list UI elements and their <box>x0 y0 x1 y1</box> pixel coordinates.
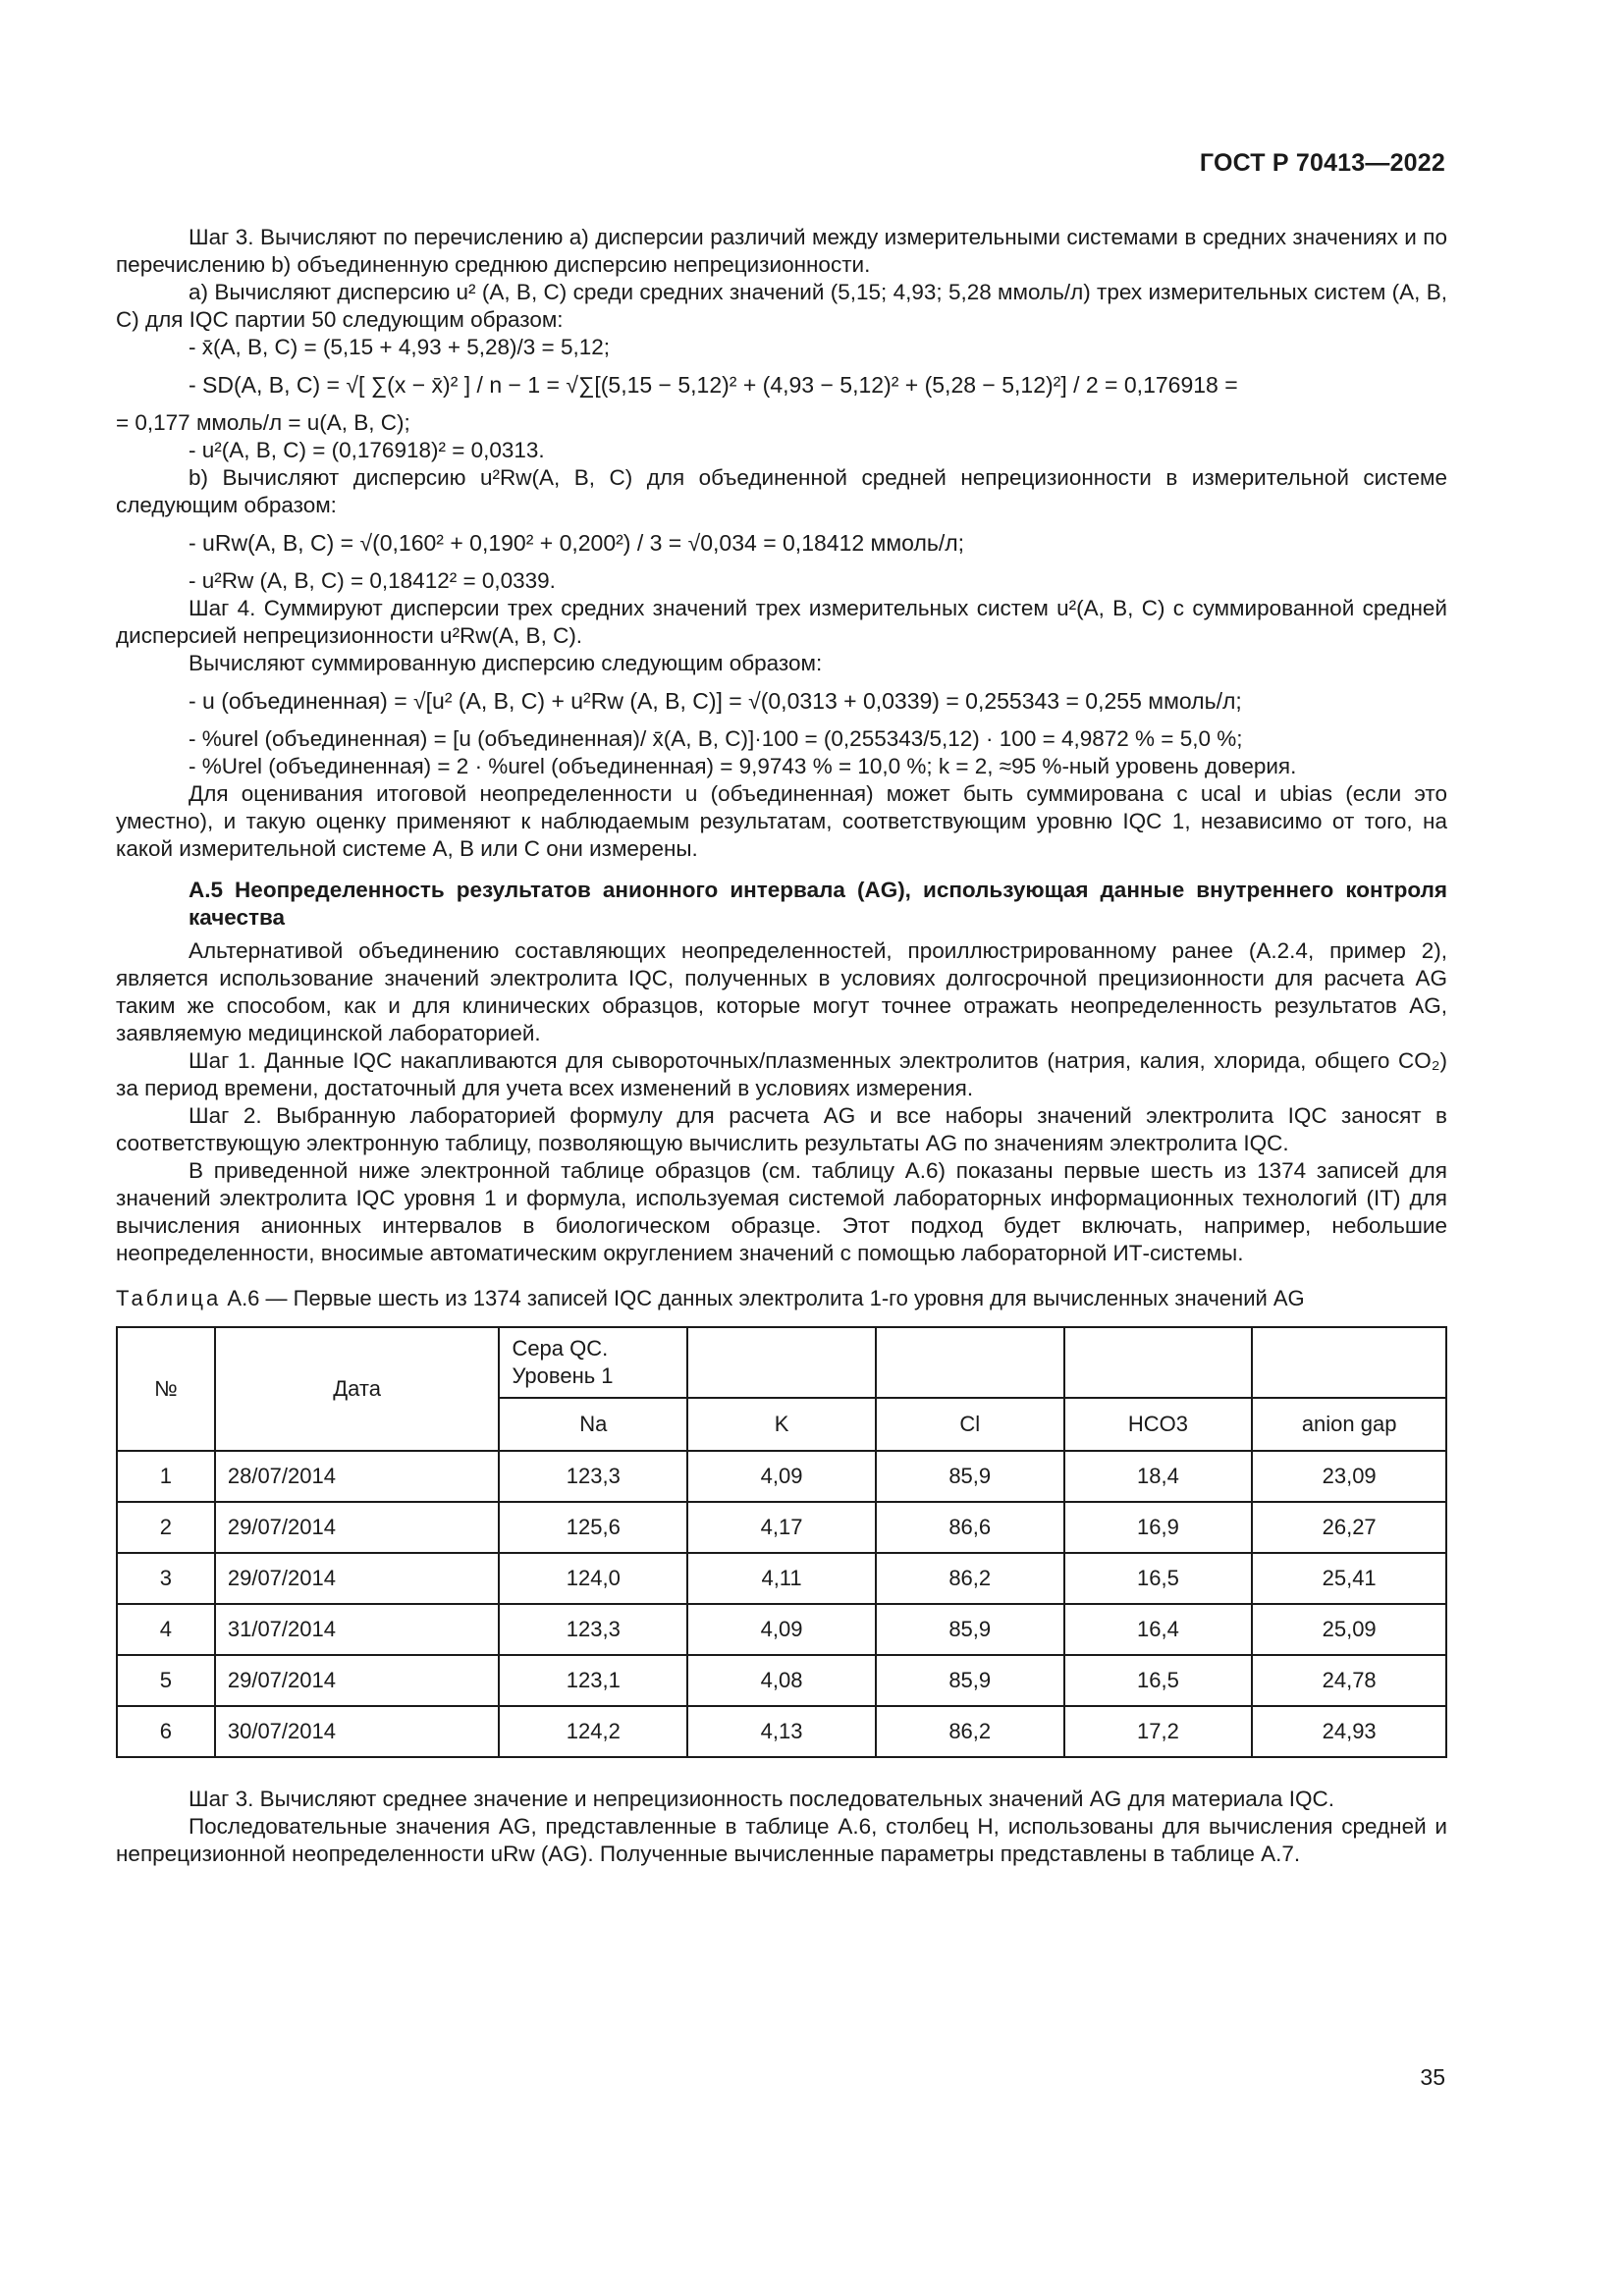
header-empty-cell <box>1252 1327 1446 1398</box>
cell-no: 5 <box>117 1655 215 1706</box>
cell-date: 30/07/2014 <box>215 1706 500 1757</box>
Urel-formula: - %Urel (объединенная) = 2 · %urel (объединенная) = 9,9743 % = 10,0 %; k = 2, ≈95 %-ный уровень доверия. <box>189 754 1297 778</box>
final-paragraph: Для оценивания итоговой неопределенности u (объединенная) может быть суммирована с ucal и ubias (если это уместно), и такую оценку применяют к наблюдаемым результатам, соответствующим уровню IQC 1, независимо от того, на какой измерительной системе А, В или С они измерены. <box>116 781 1447 861</box>
cell-k: 4,09 <box>687 1451 876 1502</box>
col-header-na: Na <box>499 1398 687 1451</box>
cell-no: 3 <box>117 1553 215 1604</box>
col-header-anion-gap: anion gap <box>1252 1398 1446 1451</box>
urel-formula: - %urel (объединенная) = [u (объединенная)/ x̄(A, B, C)]·100 = (0,255343/5,12) · 100 = 4,9872 % = 5,0 %; <box>189 726 1243 751</box>
col-header-no: № <box>117 1327 215 1451</box>
document-id: ГОСТ Р 70413—2022 <box>1199 149 1445 177</box>
urw-formula-line <box>116 529 1447 558</box>
step3-intro: Шаг 3. Вычисляют по перечислению а) дисперсии различий между измерительными системами в средних значениях и по перечислению b) объединенную среднюю дисперсию непрецизионности. <box>116 225 1447 277</box>
cell-anion-gap: 26,27 <box>1252 1502 1446 1553</box>
cell-k: 4,11 <box>687 1553 876 1604</box>
cell-cl: 86,6 <box>876 1502 1064 1553</box>
cell-hco3: 16,5 <box>1064 1553 1253 1604</box>
sd-formula-line <box>116 371 1447 400</box>
cell-k: 4,08 <box>687 1655 876 1706</box>
cell-date: 31/07/2014 <box>215 1604 500 1655</box>
cell-no: 2 <box>117 1502 215 1553</box>
header-empty-cell <box>687 1327 876 1398</box>
variance-a-intro: а) Вычисляют дисперсию u² (A, B, C) среди средних значений (5,15; 4,93; 5,28 ммоль/л) трех измерительных систем (А, В, С) для IQC партии 50 следующим образом: <box>116 280 1447 332</box>
cell-k: 4,17 <box>687 1502 876 1553</box>
sum-intro: Вычисляют суммированную дисперсию следующим образом: <box>189 651 823 675</box>
cell-cl: 85,9 <box>876 1451 1064 1502</box>
cell-na: 123,3 <box>499 1451 687 1502</box>
cell-hco3: 18,4 <box>1064 1451 1253 1502</box>
paragraph-step3-ag: Шаг 3. Вычисляют среднее значение и непрецизионность последовательных значений AG для материала IQC. <box>189 1787 1334 1811</box>
cell-cl: 86,2 <box>876 1706 1064 1757</box>
cell-hco3: 17,2 <box>1064 1706 1253 1757</box>
paragraph-alternative: Альтернативой объединению составляющих неопределенностей, проиллюстрированному ранее (А.2.4, пример 2), является использование значений электролита IQC, полученных в условиях долгосрочной прецизионности для расчета AG таким же способом, как и для клинических образцов, которые могут точнее отражать неопределенность результатов AG, заявляемую медицинской лабораторией. <box>116 938 1447 1045</box>
col-header-hco3: HCO3 <box>1064 1398 1253 1451</box>
col-header-cl: Cl <box>876 1398 1064 1451</box>
table-row <box>117 1553 1446 1604</box>
paragraph-spreadsheet: В приведенной ниже электронной таблице образцов (см. таблицу А.6) показаны первые шесть из 1374 записей для значений электролита IQC уровня 1 и формула, используемая системой лабораторных информационных технологий (IT) для вычисления анионных интервалов в биологическом образце. Этот подход будет включать, например, небольшие неопределенности, вносимые автоматическим округлением значений с помощью лабораторной ИТ-системы. <box>116 1158 1447 1265</box>
cell-no: 6 <box>117 1706 215 1757</box>
col-header-date: Дата <box>215 1327 500 1451</box>
cell-na: 123,1 <box>499 1655 687 1706</box>
cell-na: 124,2 <box>499 1706 687 1757</box>
page-number: 35 <box>1420 2064 1445 2090</box>
cell-hco3: 16,5 <box>1064 1655 1253 1706</box>
cell-hco3: 16,4 <box>1064 1604 1253 1655</box>
table-caption-text: А.6 — Первые шесть из 1374 записей IQC данных электролита 1-го уровня для вычисленных значений AG <box>227 1286 1305 1310</box>
cell-hco3: 16,9 <box>1064 1502 1253 1553</box>
cell-k: 4,09 <box>687 1604 876 1655</box>
cell-anion-gap: 24,78 <box>1252 1655 1446 1706</box>
mean-formula: - x̄(A, B, C) = (5,15 + 4,93 + 5,28)/3 = 5,12; <box>189 335 610 359</box>
table-row <box>117 1451 1446 1502</box>
page-body <box>116 224 1447 1868</box>
header-empty-cell <box>876 1327 1064 1398</box>
cell-date: 29/07/2014 <box>215 1655 500 1706</box>
cell-cl: 85,9 <box>876 1655 1064 1706</box>
table-a6 <box>116 1326 1447 1758</box>
table-row <box>117 1502 1446 1553</box>
col-header-group: Сера QC. Уровень 1 <box>499 1327 687 1398</box>
table-header-row-1 <box>117 1327 1446 1398</box>
variance-b-intro: b) Вычисляют дисперсию u²Rw(A, B, C) для объединенной средней непрецизионности в измерительной системе следующим образом: <box>116 465 1447 517</box>
cell-na: 124,0 <box>499 1553 687 1604</box>
cell-date: 29/07/2014 <box>215 1553 500 1604</box>
cell-no: 4 <box>117 1604 215 1655</box>
combined-formula: - u (объединенная) = √[u² (A, B, C) + u²Rw (A, B, C)] = √(0,0313 + 0,0339) = 0,255343 = 0,255 ммоль/л; <box>189 688 1242 714</box>
cell-anion-gap: 25,09 <box>1252 1604 1446 1655</box>
paragraph-step2: Шаг 2. Выбранную лабораторией формулу для расчета AG и все наборы значений электролита IQC заносят в соответствующую электронную таблицу, позволяющую вычислить результаты AG по значениям электролита IQC. <box>116 1103 1447 1155</box>
table-row <box>117 1655 1446 1706</box>
cell-date: 29/07/2014 <box>215 1502 500 1553</box>
sd-formula: - SD(A, B, C) = √[ ∑(x − x̄)² ] / n − 1 = √∑[(5,15 − 5,12)² + (4,93 − 5,12)² + (5,28 − 5,12)²] / 2 = 0,176918 = <box>189 372 1238 398</box>
cell-anion-gap: 24,93 <box>1252 1706 1446 1757</box>
cell-anion-gap: 23,09 <box>1252 1451 1446 1502</box>
urw-u2-formula: - u²Rw (A, B, C) = 0,18412² = 0,0339. <box>189 568 556 593</box>
step4-text: Шаг 4. Суммируют дисперсии трех средних значений трех измерительных систем u²(A, B, C) с суммированной средней дисперсией непрецизионности u²Rw(A, B, C). <box>116 596 1447 648</box>
cell-k: 4,13 <box>687 1706 876 1757</box>
cell-cl: 85,9 <box>876 1604 1064 1655</box>
cell-na: 125,6 <box>499 1502 687 1553</box>
header-empty-cell <box>1064 1327 1253 1398</box>
table-caption <box>116 1285 1447 1312</box>
cell-na: 123,3 <box>499 1604 687 1655</box>
paragraph-sequential-values: Последовательные значения AG, представленные в таблице А.6, столбец Н, использованы для вычисления средней и непрецизионной неопределенности uRw (AG). Полученные вычисленные параметры представлены в таблице А.7. <box>116 1814 1447 1866</box>
section-heading-a5: А.5 Неопределенность результатов анионного интервала (AG), использующая данные внутреннего контроля качества <box>189 878 1447 930</box>
u2-formula: - u²(A, B, C) = (0,176918)² = 0,0313. <box>189 438 545 462</box>
cell-no: 1 <box>117 1451 215 1502</box>
table-row <box>117 1706 1446 1757</box>
table-label: Таблица <box>116 1286 222 1310</box>
combined-formula-line <box>116 687 1447 716</box>
cell-cl: 86,2 <box>876 1553 1064 1604</box>
table-row <box>117 1604 1446 1655</box>
col-header-k: K <box>687 1398 876 1451</box>
sd-result: = 0,177 ммоль/л = u(A, B, C); <box>116 410 410 435</box>
urw-formula: - uRw(A, B, C) = √(0,160² + 0,190² + 0,200²) / 3 = √0,034 = 0,18412 ммоль/л; <box>189 530 965 556</box>
paragraph-step1: Шаг 1. Данные IQC накапливаются для сывороточных/плазменных электролитов (натрия, калия, хлорида, общего CO₂) за период времени, достаточный для учета всех изменений в условиях измерения. <box>116 1048 1447 1100</box>
cell-anion-gap: 25,41 <box>1252 1553 1446 1604</box>
cell-date: 28/07/2014 <box>215 1451 500 1502</box>
